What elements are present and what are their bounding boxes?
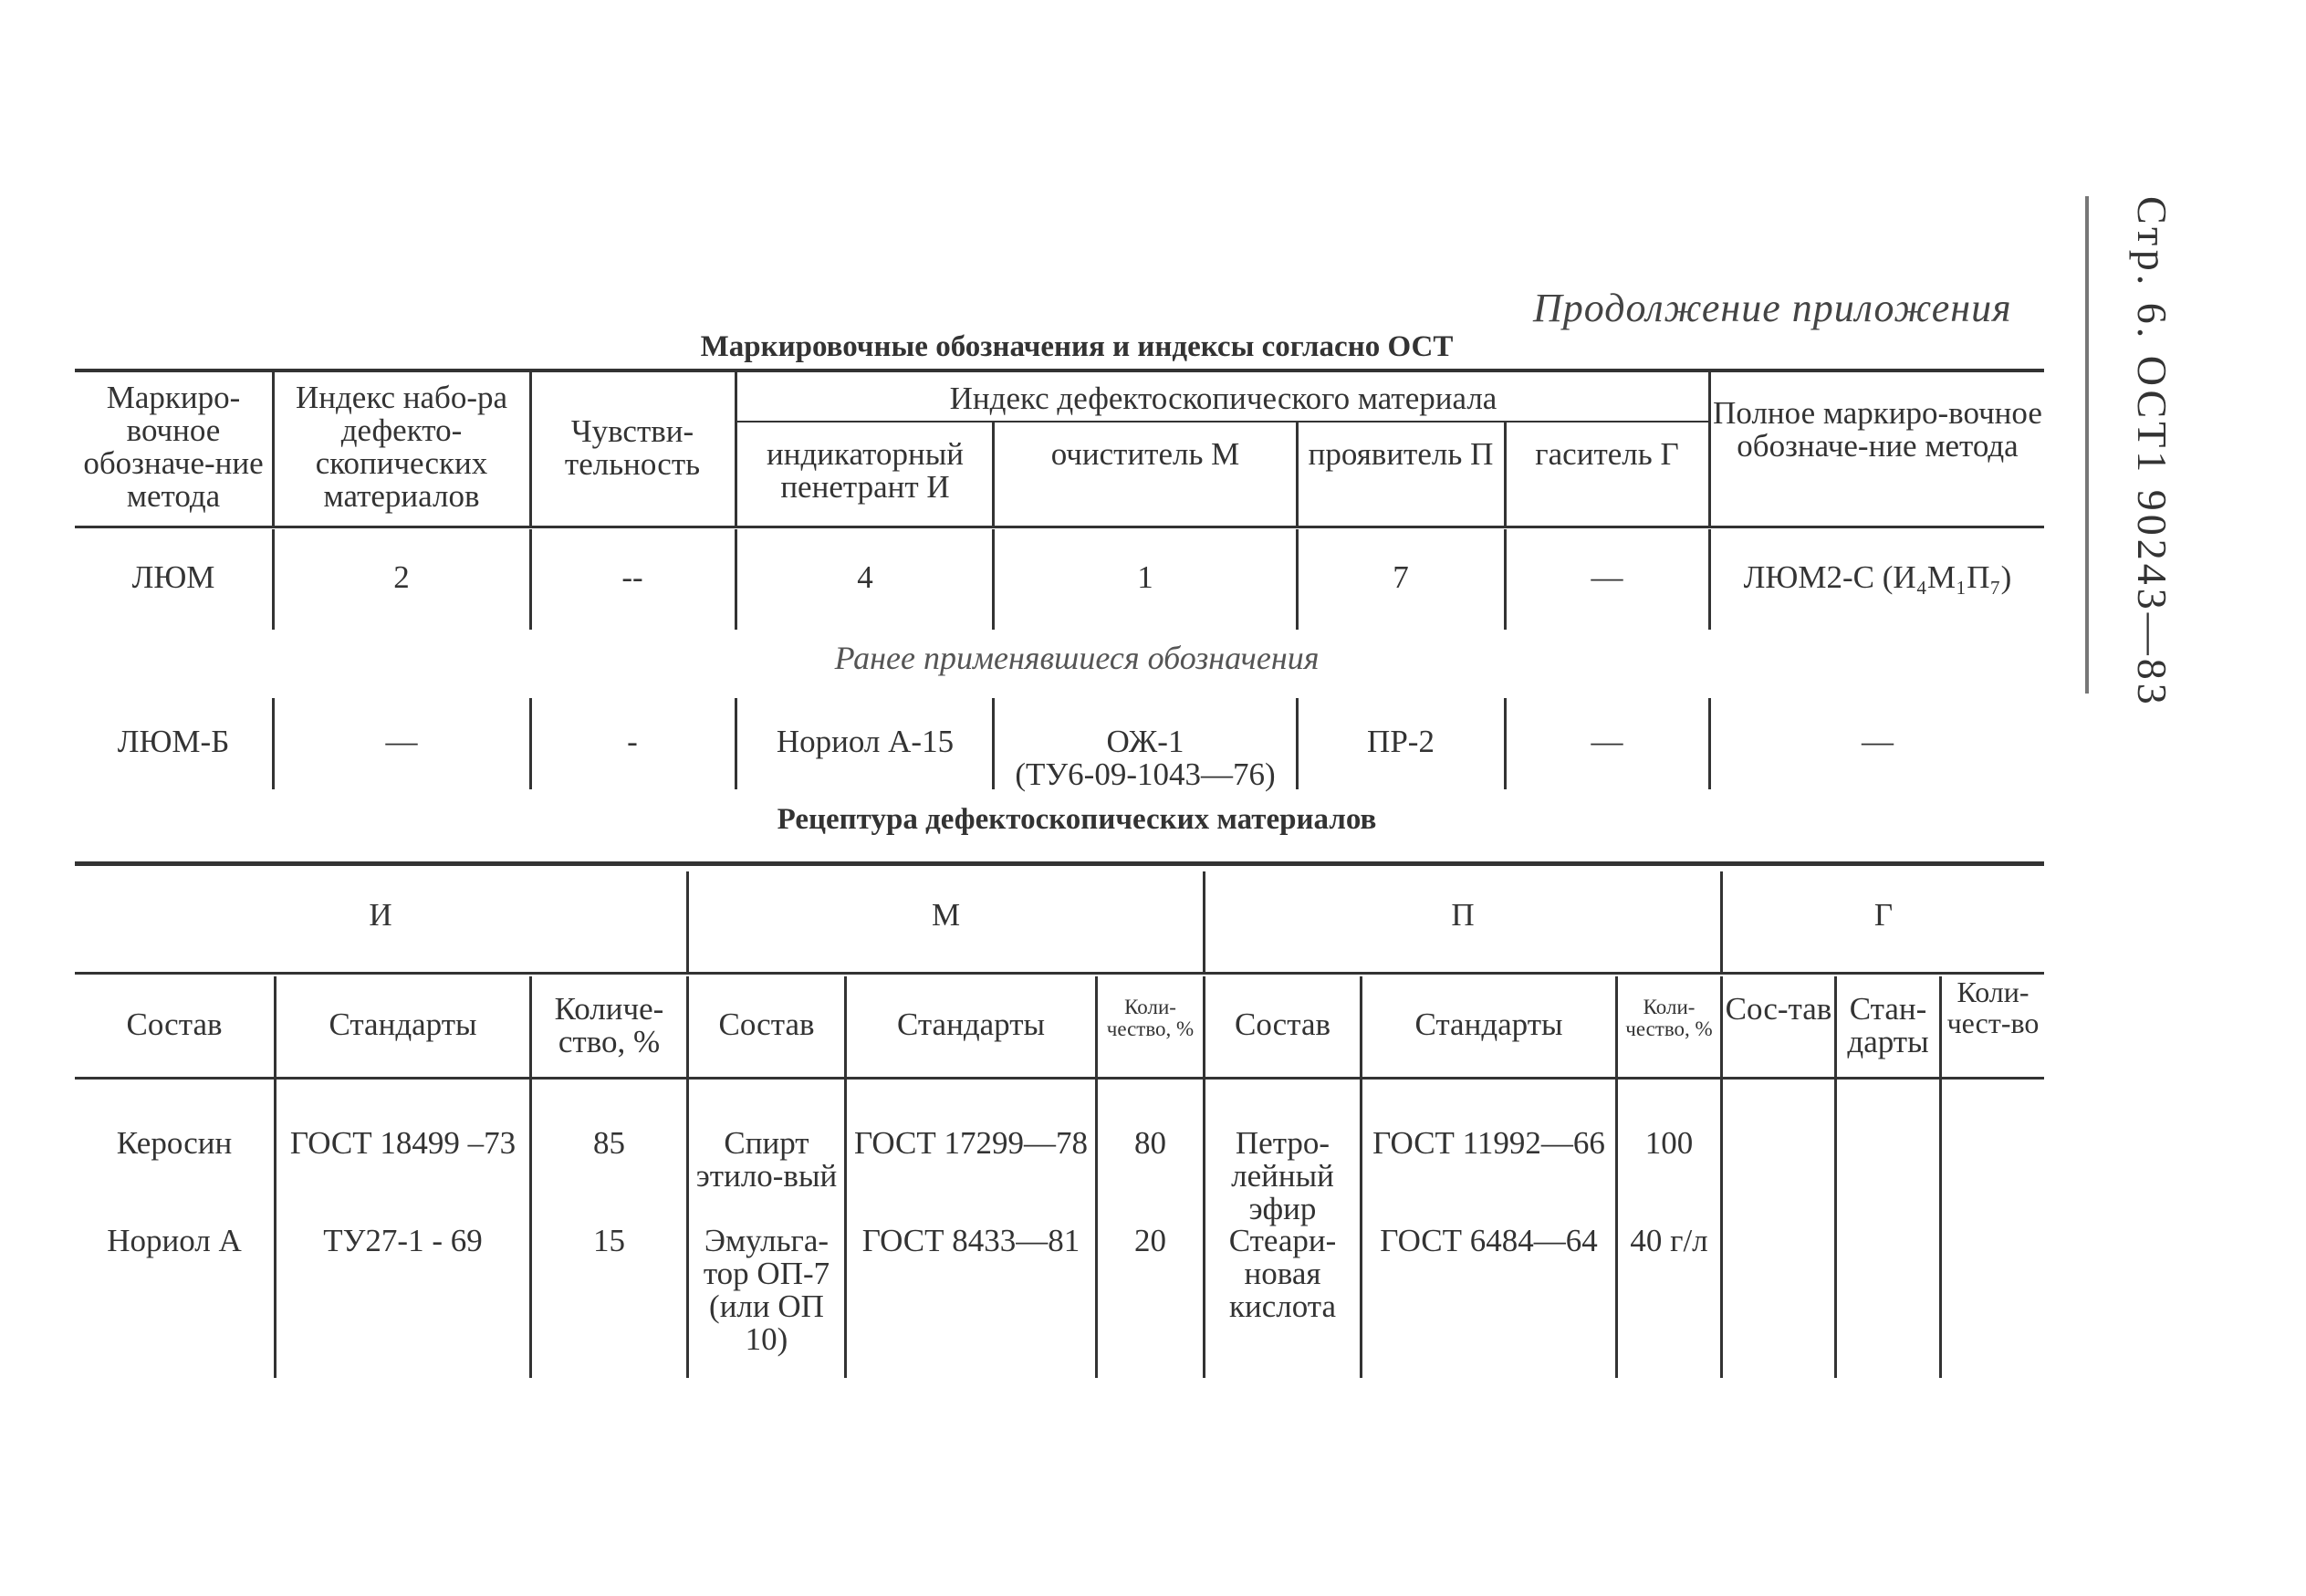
i-row-1-standard: ГОСТ 18499 –73 (289, 1125, 517, 1161)
row-set-index: 2 (393, 559, 410, 595)
table2-top-rule (75, 861, 2044, 866)
table2-group-rule (75, 972, 2044, 975)
earlier-sensitivity: - (627, 724, 638, 759)
subheader-p-kolichestvo: Коли-чество, % (1625, 996, 1713, 1040)
group-g: Г (1873, 897, 1894, 933)
m-row-2-standard: ГОСТ 8433—81 (861, 1223, 1080, 1258)
subheader-m-kolichestvo: Коли-чество, % (1106, 996, 1195, 1040)
earlier-penetrant: Нориол А-15 (776, 724, 955, 759)
row-sensitivity: -- (621, 559, 643, 595)
i-row-2-qty: 15 (593, 1223, 625, 1258)
header-sensitivity: Чувстви-тельность (564, 413, 701, 482)
p-row-1-standard: ГОСТ 11992—66 (1372, 1125, 1605, 1161)
side-rule (2085, 196, 2089, 694)
header-method: Маркиро-вочное обозначе-ние метода (83, 380, 264, 514)
m-row-1-qty: 80 (1134, 1125, 1166, 1161)
side-page-label: Стр. 6. ОСТ1 90243—83 (2129, 196, 2176, 708)
continuation-label: Продолжение приложения (1533, 286, 2012, 330)
earlier-set-index: — (385, 724, 418, 759)
earlier-method: ЛЮМ-Б (117, 724, 230, 759)
earlier-quencher: — (1591, 724, 1623, 759)
p-row-2-qty: 40 г/л (1630, 1223, 1708, 1258)
subheader-i-sostav: Состав (126, 1007, 223, 1042)
row-method: ЛЮМ (131, 559, 215, 595)
earlier-cleaner: ОЖ-1 (1106, 724, 1184, 759)
m-row-2-qty: 20 (1134, 1223, 1166, 1258)
p-row-2-standard: ГОСТ 6484—64 (1380, 1223, 1598, 1258)
earlier-designations-caption: Ранее применявшиеся обозначения (834, 640, 1320, 676)
header-set-index: Индекс набо-ра дефекто-скопических материалов (295, 380, 508, 514)
group-i: И (369, 897, 392, 933)
table2-header-rule (75, 1077, 2044, 1080)
row-full-designation: ЛЮМ2-С (И₄М₁П₇) (1743, 559, 2012, 595)
table1-group-rule (737, 421, 1709, 422)
i-row-2-standard: ТУ27-1 - 69 (323, 1223, 483, 1258)
m-row-2-sostav: Эмульга-тор ОП-7 (или ОП 10) (703, 1223, 830, 1357)
i-row-1-qty: 85 (593, 1125, 625, 1161)
earlier-developer: ПР-2 (1367, 724, 1435, 759)
header-material-index: Индекс дефектоскопического материала (949, 381, 1497, 416)
subheader-p-standarty: Стандарты (1414, 1007, 1563, 1042)
table1-header-rule (75, 526, 2044, 528)
header-full-designation: Полное маркиро-вочное обозначе-ние метода (1713, 395, 2042, 464)
subheader-m-standarty: Стандарты (896, 1007, 1046, 1042)
table1-top-rule (75, 369, 2044, 372)
header-developer: проявитель П (1308, 436, 1494, 472)
header-quencher: гаситель Г (1535, 436, 1679, 472)
subheader-m-sostav: Состав (718, 1007, 815, 1042)
row-cleaner: 1 (1137, 559, 1153, 595)
m-row-1-standard: ГОСТ 17299—78 (853, 1125, 1089, 1161)
header-cleaner: очиститель М (1050, 436, 1240, 472)
subheader-i-standarty: Стандарты (329, 1007, 477, 1042)
p-row-1-sostav: Петро-лейный эфир (1231, 1125, 1334, 1226)
row-developer: 7 (1393, 559, 1409, 595)
header-penetrant: индикаторный пенетрант И (767, 436, 964, 505)
subheader-i-kolichestvo: Количе-ство, % (554, 991, 664, 1059)
subheader-g-kolichestvo: Коли-чест-во (1946, 975, 2040, 1039)
group-m: М (931, 897, 961, 933)
row-quencher: — (1591, 559, 1623, 595)
i-row-2-sostav: Нориол А (107, 1223, 242, 1258)
table1-caption: Маркировочные обозначения и индексы согласно ОСТ (700, 330, 1454, 363)
group-p: П (1451, 897, 1475, 933)
m-row-1-sostav: Спирт этило-вый (695, 1125, 838, 1194)
row-penetrant: 4 (857, 559, 873, 595)
table2-caption: Рецептура дефектоскопических материалов (777, 803, 1377, 836)
p-row-2-sostav: Стеари-новая кислота (1228, 1223, 1337, 1324)
earlier-cleaner-spec: (ТУ6-09-1043—76) (1015, 756, 1276, 792)
subheader-g-standarty: Стан-дарты (1847, 991, 1929, 1059)
i-row-1-sostav: Керосин (116, 1125, 233, 1161)
subheader-g-sostav: Сос-тав (1725, 991, 1832, 1027)
p-row-1-qty: 100 (1644, 1125, 1694, 1161)
earlier-full-designation: — (1862, 724, 1894, 759)
subheader-p-sostav: Состав (1234, 1007, 1331, 1042)
